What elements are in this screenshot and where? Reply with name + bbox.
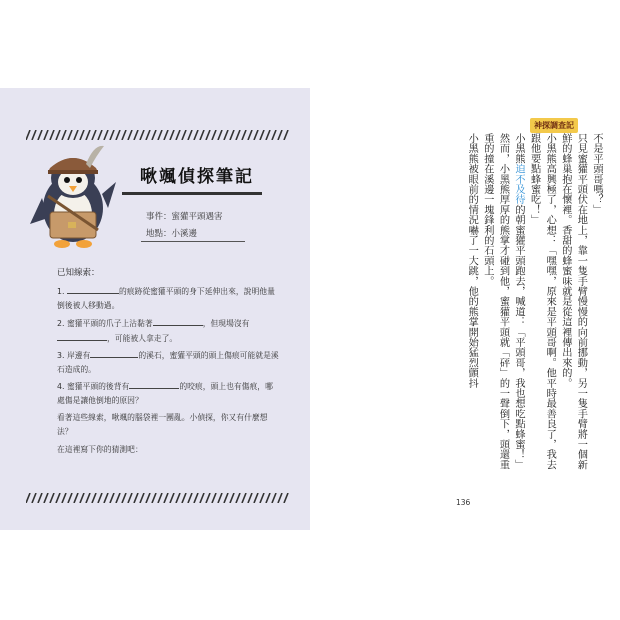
clue-text: ，但現場沒有 (202, 319, 250, 328)
series-badge: 神探調查記 (530, 118, 578, 133)
clue-number: 4. (57, 382, 65, 391)
story-page (310, 88, 620, 530)
clue-text: 蜜獾平頭的後背有 (66, 382, 130, 391)
answer-blank[interactable] (67, 284, 119, 294)
story-run: 的朝蜜獾平頭跑去，喊道：「平頭哥，我也想吃點蜂蜜！」 (513, 204, 525, 470)
clue-number: 2. (57, 319, 65, 328)
story-paragraph (479, 133, 510, 478)
clue-item (57, 348, 279, 377)
detective-notes-page (0, 88, 310, 530)
clue-text: ，可能被人拿走了。 (107, 334, 178, 343)
story-paragraph (526, 133, 557, 478)
answer-blank[interactable] (129, 379, 179, 389)
guess-instruction: 在這裡寫下你的猜測吧： (57, 445, 143, 454)
story-run: 小黑熊被眼前的情況嚇了一大跳，他的熊掌開始猛烈顫抖 (466, 133, 478, 388)
story-paragraph (557, 133, 588, 478)
highlighted-idiom: 迫不及待 (513, 163, 525, 205)
place-label: 地點：小溪邊 (146, 229, 198, 239)
answer-blank[interactable] (57, 331, 107, 341)
story-run: 小黑熊 (513, 133, 525, 164)
story-text (464, 133, 604, 478)
clue-text: 岸邊有 (66, 351, 91, 360)
title-underline (122, 192, 262, 195)
clue-text: 的溪石，蜜獾平頭的頭上傷痕可能就是溪石造成的。 (57, 351, 279, 374)
clue-text: 哪處傷是讓他倒地的原因？ (57, 382, 273, 405)
clue-text: 的咬痕，頭上也有傷痕， (179, 382, 266, 391)
story-run: 只見蜜獾平頭伏在地上，靠一隻手臂慢慢的向前挪動，另一隻手臂將一個新鮮的蜂巢抱在懷裡。香甜的蜂蜜味就是從這裡傳出來的。 (559, 133, 587, 470)
story-run: 不是平頭哥嗎？」 (591, 133, 602, 215)
story-run: 小黑熊高興極了，心想：「嘿嘿，原來是平頭哥啊。他平時最善良了，我去跟他要點蜂蜜吃！」 (528, 133, 556, 470)
case-label: 事件：蜜獾平頭遇害 (146, 212, 223, 222)
book-spread (0, 88, 620, 530)
story-paragraph (588, 133, 604, 478)
story-paragraph (510, 133, 526, 478)
page-number: 136 (456, 498, 471, 507)
story-run: 然而，小黑熊厚厚的熊掌才碰到他，蜜獾平頭就「砰」的一聲倒下，頭還重重的撞在溪邊一塊鋒利的石頭上。 (481, 133, 509, 470)
bottom-hatch-border (26, 493, 290, 503)
story-paragraph (464, 133, 480, 478)
answer-blank[interactable] (153, 316, 203, 326)
answer-blank[interactable] (90, 348, 138, 358)
clue-item (57, 316, 279, 346)
clue-item (57, 284, 279, 313)
clue-number: 3. (57, 351, 65, 360)
clue-text: 蜜獾平頭的爪子上沾黏著 (66, 319, 153, 328)
clue-number: 1. (57, 287, 65, 296)
clue-item (57, 379, 279, 408)
penguin-detective-icon (28, 138, 118, 254)
notebook-title: 啾颯偵探筆記 (140, 167, 254, 187)
meta-divider (141, 241, 245, 242)
clue-text: 的痕跡從蜜獾平頭的身下延伸出來，說明他量倒後被人移動過。 (57, 287, 275, 310)
thinking-prompt: 看著這些線索，啾颯的腦袋裡一團亂。小偵探，你又有什麼想法？ (57, 413, 268, 436)
clues-heading: 已知線索： (57, 268, 100, 278)
